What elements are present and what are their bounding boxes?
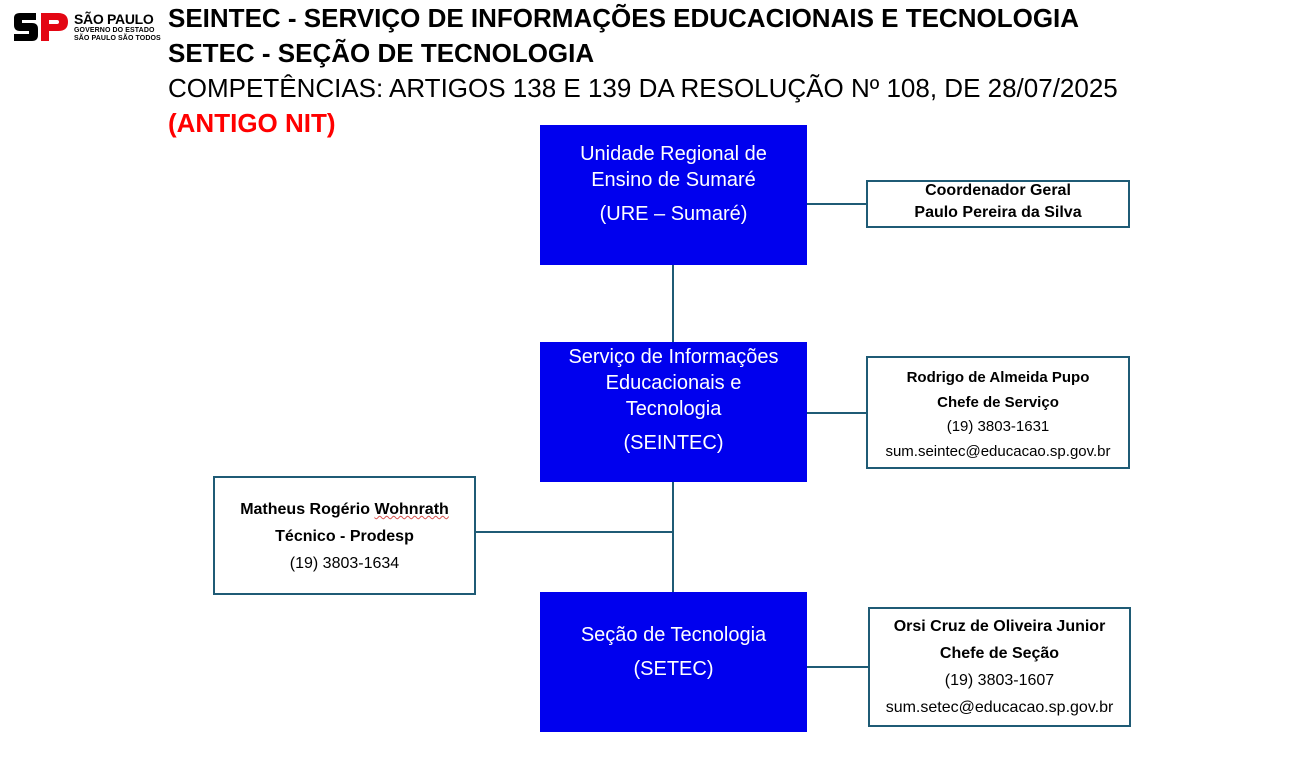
seintec-chief-name: Rodrigo de Almeida Pupo	[906, 369, 1090, 386]
seintec-line-2: Educacionais e	[605, 372, 742, 394]
header-antigo-nit: (ANTIGO NIT)	[168, 108, 336, 138]
org-box-ure	[540, 125, 807, 265]
info-box-coordenador	[866, 180, 1130, 228]
ure-line-2: Ensino de Sumaré	[591, 169, 756, 191]
header-title-setec: SETEC - SEÇÃO DE TECNOLOGIA	[168, 38, 595, 68]
org-box-seintec	[540, 342, 807, 482]
header-title-seintec: SEINTEC - SERVIÇO DE INFORMAÇÕES EDUCACIONAIS E TECNOLOGIA	[168, 3, 1080, 33]
tecnico-phone: (19) 3803-1634	[289, 555, 400, 572]
tecnico-role: Técnico - Prodesp	[275, 528, 414, 545]
seintec-abbreviation: (SEINTEC)	[623, 432, 724, 454]
setec-chief-email: sum.setec@educacao.sp.gov.br	[885, 699, 1114, 716]
info-box-tecnico	[213, 476, 476, 595]
tecnico-name	[215, 496, 474, 523]
tecnico-name-first: Matheus Rogério	[240, 501, 375, 518]
seintec-line-3: Tecnologia	[625, 398, 722, 420]
info-box-seintec-chief	[866, 356, 1130, 469]
seintec-chief-phone: (19) 3803-1631	[946, 418, 1050, 435]
logo-subtitle-2: SÃO PAULO SÃO TODOS	[74, 35, 161, 42]
coordenador-name: Paulo Pereira da Silva	[914, 204, 1082, 221]
coordenador-role: Coordenador Geral	[925, 182, 1071, 199]
setec-chief-name: Orsi Cruz de Oliveira Junior	[893, 618, 1106, 635]
info-box-setec-chief	[868, 607, 1131, 727]
ure-abbreviation: (URE – Sumaré)	[599, 203, 748, 225]
logo-brand: SÃO PAULO	[74, 11, 154, 27]
seintec-chief-email: sum.seintec@educacao.sp.gov.br	[885, 442, 1111, 460]
seintec-line-1: Serviço de Informações	[568, 346, 779, 368]
setec-chief-role: Chefe de Seção	[939, 645, 1060, 662]
setec-chief-phone: (19) 3803-1607	[944, 672, 1055, 689]
setec-abbreviation: (SETEC)	[633, 658, 714, 680]
ure-line-1: Unidade Regional de	[580, 143, 767, 165]
header-competencias: COMPETÊNCIAS: ARTIGOS 138 E 139 DA RESOLUÇÃO Nº 108, DE 28/07/2025	[168, 73, 1118, 103]
logo-subtitle-1: GOVERNO DO ESTADO	[74, 27, 155, 34]
tecnico-name-last: Wohnrath	[374, 501, 449, 518]
seintec-chief-role: Chefe de Serviço	[937, 393, 1059, 411]
setec-line-1: Seção de Tecnologia	[580, 624, 767, 646]
org-box-setec	[540, 592, 807, 732]
